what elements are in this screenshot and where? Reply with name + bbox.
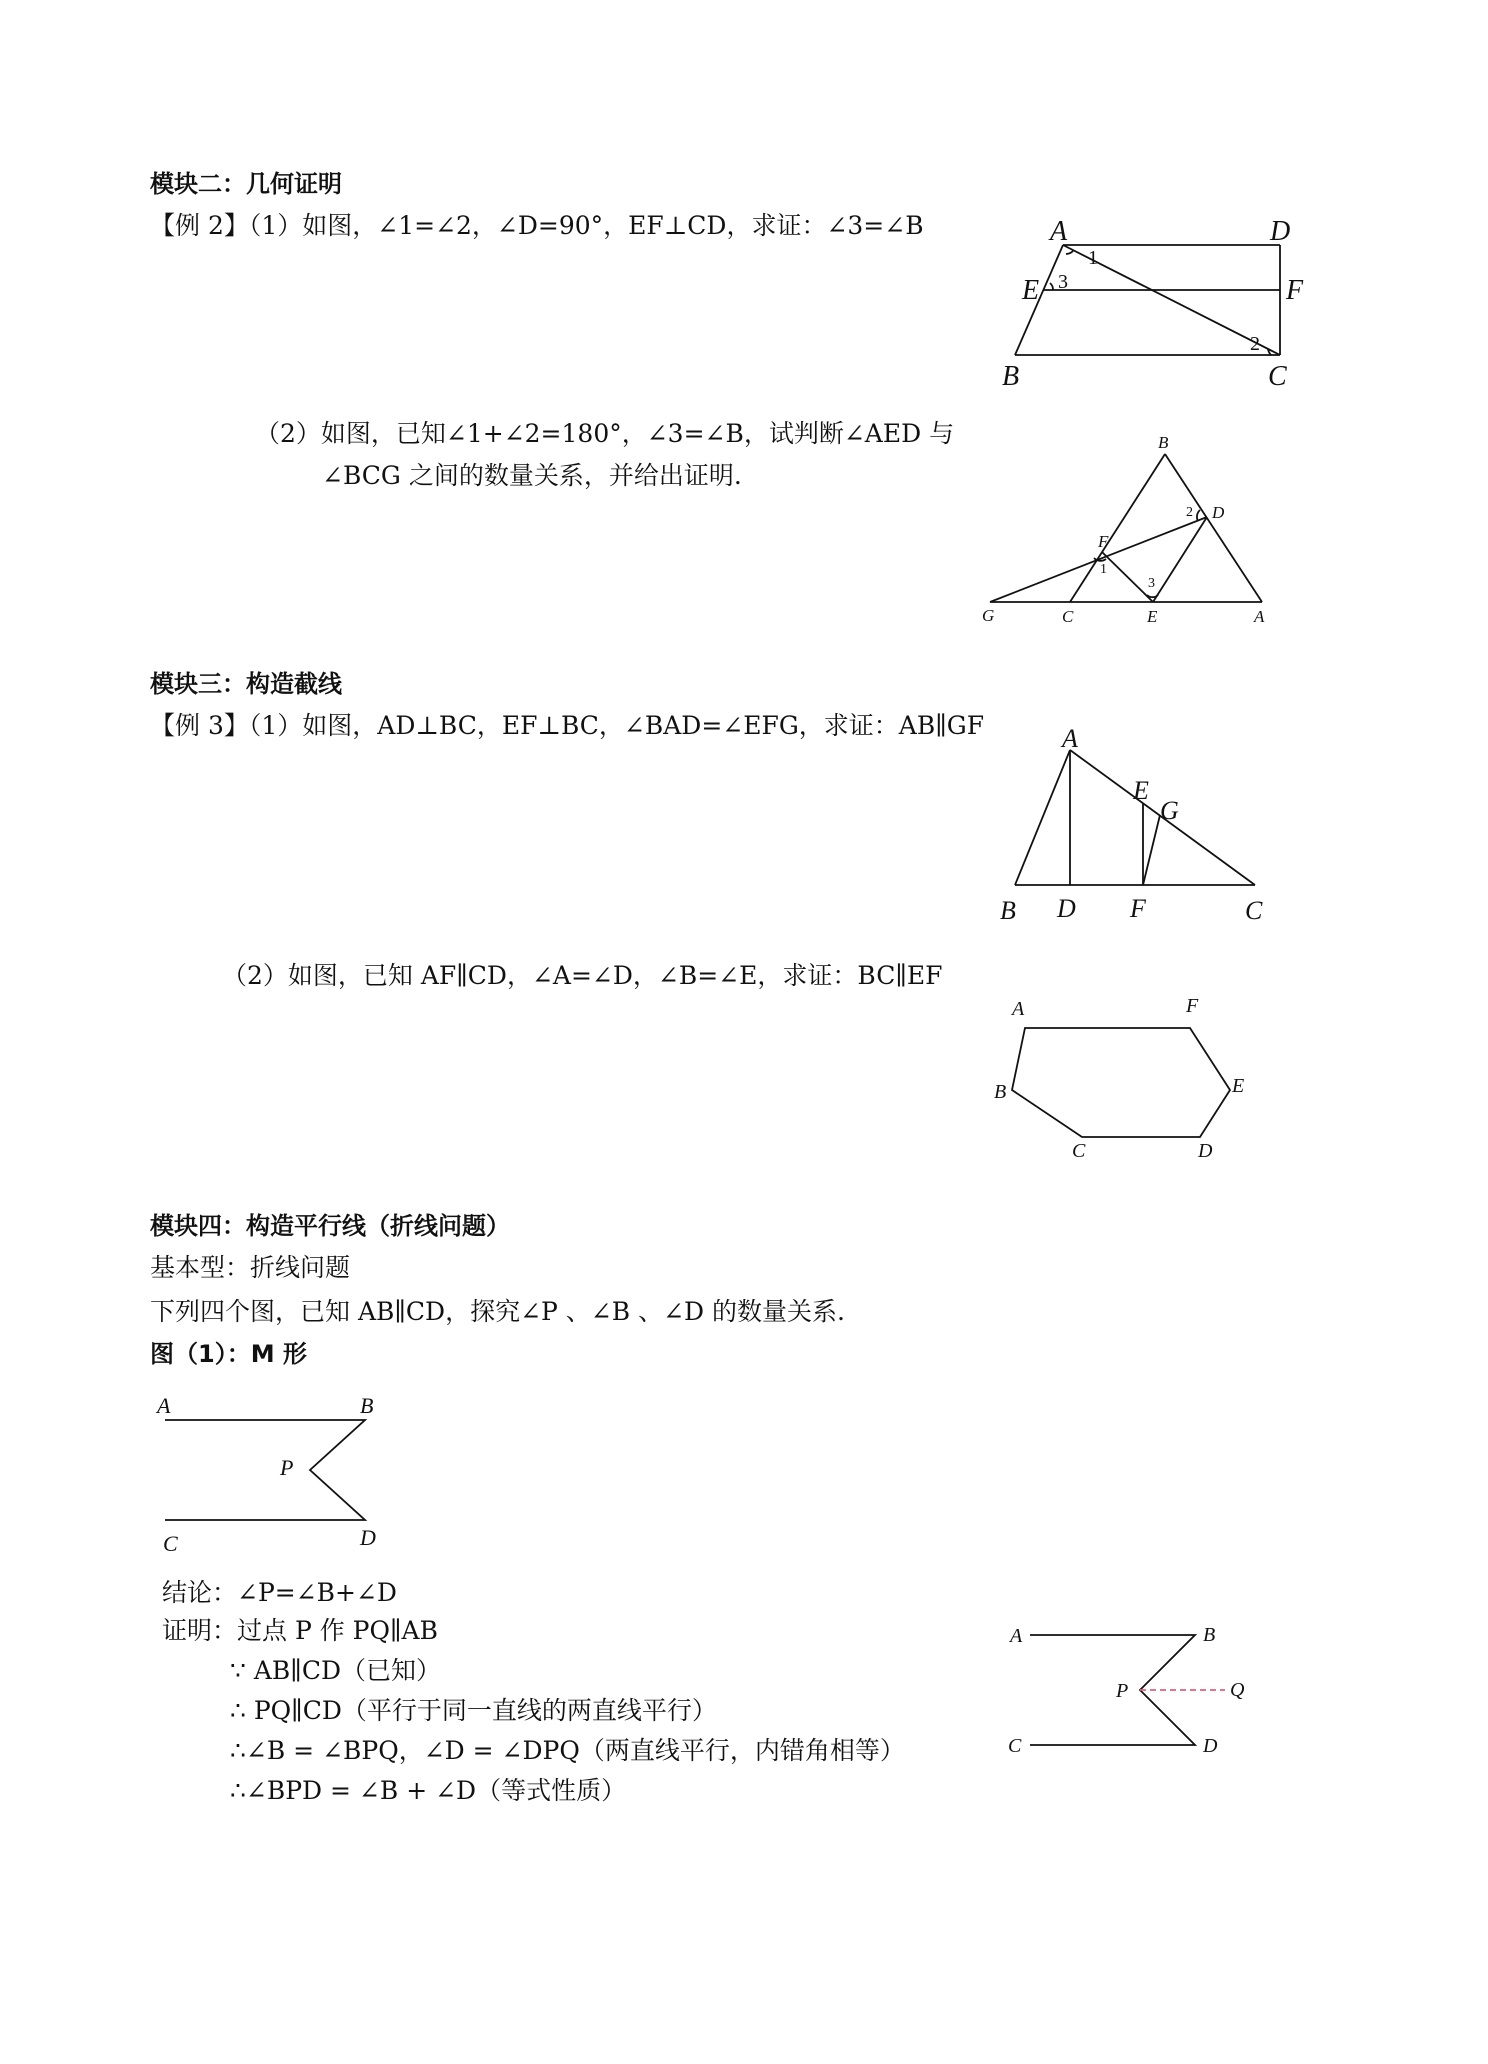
figure-trapezoid-abcd bbox=[1002, 215, 1320, 392]
label-d: D bbox=[1212, 503, 1225, 522]
module4-basic-type: 基本型：折线问题 bbox=[150, 1253, 351, 1282]
label-p: P bbox=[1116, 1680, 1129, 1702]
label-a: A bbox=[157, 1393, 171, 1418]
figure-triangle-abc-2 bbox=[1000, 724, 1280, 925]
example2-part2-line2: ∠BCG 之间的数量关系，并给出证明. bbox=[322, 461, 742, 490]
label-angle-3: 3 bbox=[1058, 271, 1068, 293]
proof-line-2: ∵ AB∥CD（已知） bbox=[230, 1656, 441, 1685]
label-d: D bbox=[360, 1525, 376, 1550]
label-angle-2: 2 bbox=[1250, 333, 1260, 355]
label-angle-3: 3 bbox=[1148, 576, 1155, 591]
label-b: B bbox=[994, 1081, 1007, 1103]
label-c: C bbox=[1245, 896, 1263, 925]
example2-label: 【例 2】 bbox=[150, 211, 249, 240]
label-angle-2: 2 bbox=[1186, 505, 1193, 520]
segment-fe bbox=[1102, 552, 1153, 602]
example2-part2-line1: （2）如图，已知∠1+∠2=180°，∠3=∠B，试判断∠AED 与 bbox=[255, 419, 955, 448]
figure-triangle-abc bbox=[982, 432, 1290, 632]
label-b: B bbox=[1002, 361, 1020, 392]
angle-arc-3 bbox=[1147, 595, 1158, 597]
label-c: C bbox=[1072, 1140, 1086, 1162]
segment-gd bbox=[990, 517, 1207, 602]
figure-m-shape-proof bbox=[990, 1610, 1260, 1770]
label-b: B bbox=[360, 1393, 374, 1418]
label-c: C bbox=[1062, 607, 1074, 626]
label-a: A bbox=[1062, 724, 1078, 753]
label-q: Q bbox=[1230, 1679, 1245, 1701]
example2-part1 bbox=[150, 210, 924, 242]
label-angle-1: 1 bbox=[1088, 247, 1098, 269]
proof-line-3: ∴ PQ∥CD（平行于同一直线的两直线平行） bbox=[230, 1696, 717, 1725]
label-angle-1: 1 bbox=[1100, 562, 1107, 577]
label-b: B bbox=[1000, 896, 1016, 925]
label-f: F bbox=[1186, 995, 1199, 1017]
module4-title: 模块四：构造平行线（折线问题） bbox=[150, 1212, 510, 1240]
example3-part1 bbox=[150, 710, 984, 742]
proof-line-4: ∴∠B = ∠BPQ，∠D = ∠DPQ（两直线平行，内错角相等） bbox=[230, 1736, 905, 1765]
label-d: D bbox=[1270, 216, 1291, 247]
label-g: G bbox=[1160, 796, 1179, 825]
example3-part1-text: （1）如图，AD⊥BC，EF⊥BC，∠BAD=∠EFG，求证：AB∥GF bbox=[248, 711, 985, 740]
segment-ab bbox=[1015, 750, 1070, 885]
segment-fg bbox=[1143, 815, 1160, 885]
figure-m-shape bbox=[155, 1385, 395, 1565]
label-c: C bbox=[1008, 1735, 1022, 1757]
label-g: G bbox=[982, 606, 995, 625]
label-e: E bbox=[1232, 1075, 1245, 1097]
label-c: C bbox=[1268, 361, 1287, 392]
example2-part1-text: （1）如图，∠1=∠2，∠D=90°，EF⊥CD，求证：∠3=∠B bbox=[248, 211, 924, 240]
label-a: A bbox=[1012, 998, 1025, 1020]
label-p: P bbox=[280, 1455, 294, 1480]
hexagon-outline bbox=[1012, 1028, 1230, 1137]
label-d: D bbox=[1057, 894, 1076, 923]
figure-hexagon-abcdef bbox=[990, 985, 1290, 1160]
label-a: A bbox=[1254, 607, 1265, 626]
label-b: B bbox=[1158, 433, 1169, 452]
polyline-abpdc bbox=[165, 1420, 365, 1520]
example3-part2: （2）如图，已知 AF∥CD，∠A=∠D，∠B=∠E，求证：BC∥EF bbox=[222, 961, 943, 990]
label-c: C bbox=[163, 1531, 178, 1556]
conclusion: 结论：∠P=∠B+∠D bbox=[162, 1578, 397, 1607]
figure1-title: 图（1）：M 形 bbox=[150, 1340, 307, 1368]
module2-title: 模块二：几何证明 bbox=[150, 170, 342, 198]
label-d: D bbox=[1203, 1735, 1218, 1757]
label-e: E bbox=[1133, 776, 1149, 805]
angle-arc-1 bbox=[1066, 251, 1073, 254]
proof-line-5: ∴∠BPD = ∠B + ∠D（等式性质） bbox=[230, 1776, 627, 1805]
proof-line-1: 证明：过点 P 作 PQ∥AB bbox=[162, 1616, 438, 1645]
label-e: E bbox=[1147, 607, 1158, 626]
label-d: D bbox=[1198, 1140, 1213, 1162]
module3-title: 模块三：构造截线 bbox=[150, 670, 342, 698]
label-e: E bbox=[1022, 275, 1040, 306]
segment-ed bbox=[1153, 517, 1207, 602]
example3-label: 【例 3】 bbox=[150, 711, 249, 740]
label-f: F bbox=[1286, 275, 1304, 306]
label-a: A bbox=[1050, 216, 1068, 247]
angle-arc-3 bbox=[1050, 283, 1053, 290]
label-a: A bbox=[1010, 1625, 1023, 1647]
label-f: F bbox=[1098, 532, 1109, 551]
module4-intro: 下列四个图，已知 AB∥CD，探究∠P 、∠B 、∠D 的数量关系. bbox=[150, 1297, 845, 1326]
label-f: F bbox=[1130, 894, 1146, 923]
label-b: B bbox=[1203, 1624, 1216, 1646]
